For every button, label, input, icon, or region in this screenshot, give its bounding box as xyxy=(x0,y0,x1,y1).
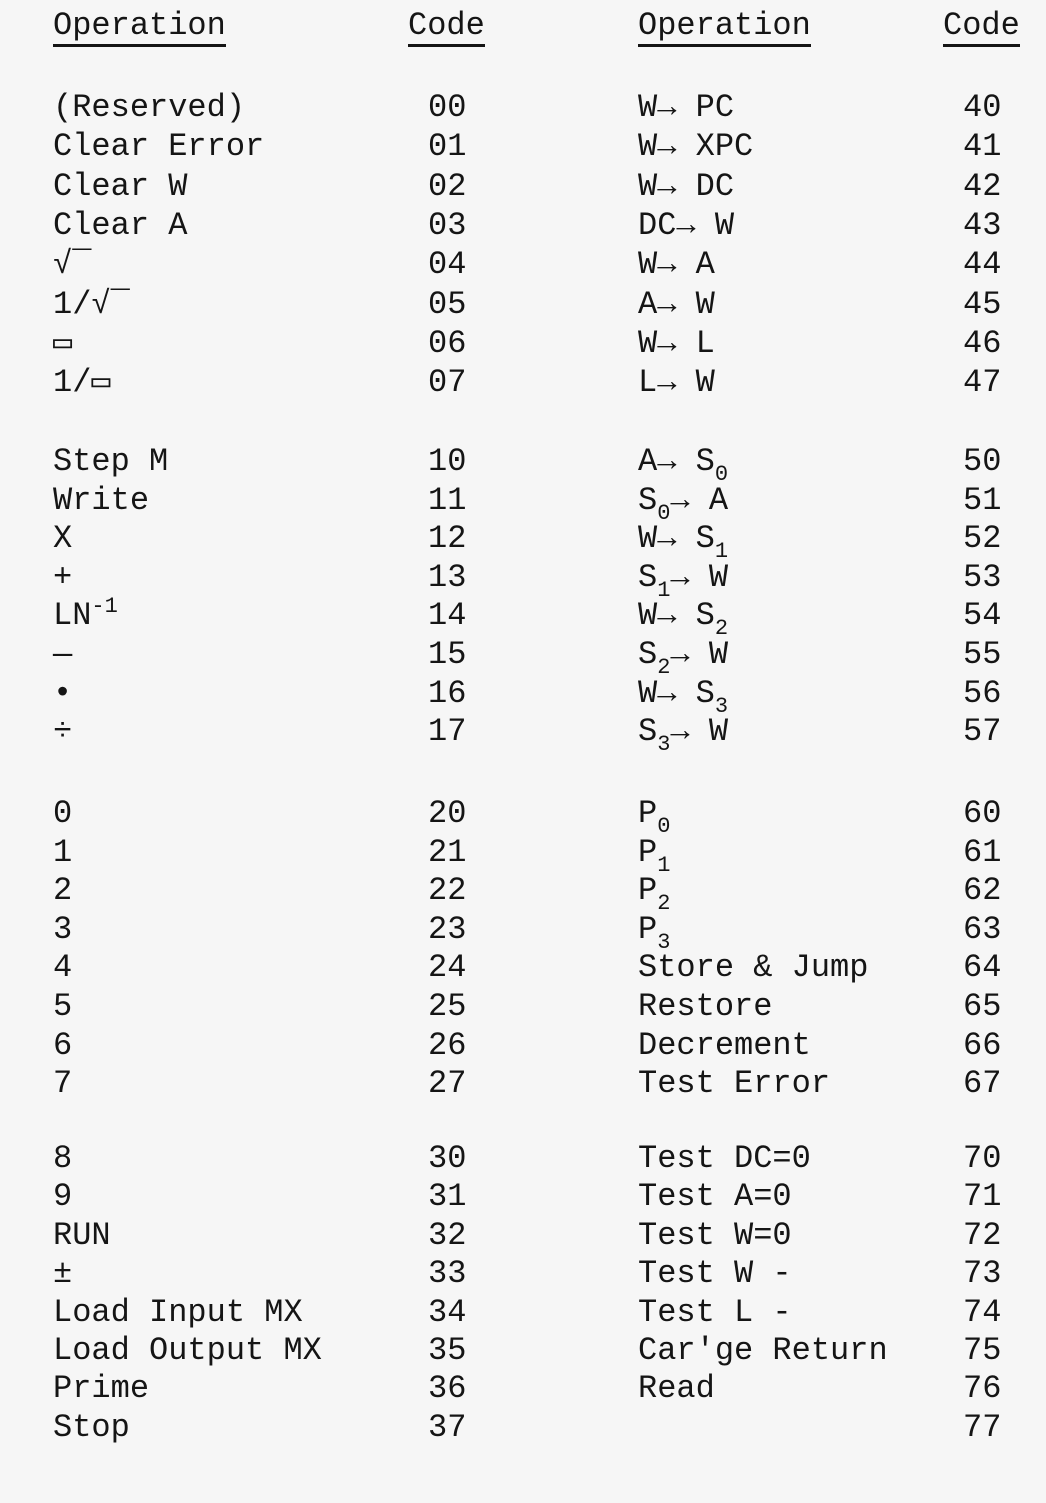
left-operation: • xyxy=(53,675,73,712)
right-operation: $P_1$ xyxy=(638,834,671,878)
right-operation: $W\to S_1$ xyxy=(638,520,729,564)
left-code: 34 xyxy=(428,1294,467,1331)
right-code: 60 xyxy=(963,795,1002,832)
left-code: 37 xyxy=(428,1409,467,1446)
left-code: 27 xyxy=(428,1065,467,1102)
right-operation: Test Error xyxy=(638,1065,831,1102)
left-operation: Stop xyxy=(53,1409,130,1446)
left-code: 16 xyxy=(428,675,467,712)
left-code: 00 xyxy=(428,89,467,126)
left-operation: Clear W xyxy=(53,168,188,205)
left-code: 02 xyxy=(428,168,467,205)
right-code-header: Code xyxy=(943,6,1020,47)
right-code: 53 xyxy=(963,559,1002,596)
left-code: 17 xyxy=(428,713,467,750)
left-operation: Clear A xyxy=(53,207,188,244)
left-operation: Load Input MX xyxy=(53,1294,303,1331)
left-code: 14 xyxy=(428,597,467,634)
right-operation: W→ A xyxy=(638,246,715,283)
left-operation: 2 xyxy=(53,872,73,909)
right-operation: Test W=0 xyxy=(638,1217,792,1254)
right-code: 40 xyxy=(963,89,1002,126)
right-operation: L→ W xyxy=(638,364,715,401)
left-operation: 9 xyxy=(53,1178,73,1215)
right-operation: Test L - xyxy=(638,1294,792,1331)
right-code: 63 xyxy=(963,911,1002,948)
left-operation: ▭ xyxy=(53,325,73,362)
right-operation: W→ L xyxy=(638,325,715,362)
right-code: 75 xyxy=(963,1332,1002,1369)
left-operation: 8 xyxy=(53,1140,73,1177)
left-code: 20 xyxy=(428,795,467,832)
right-code: 65 xyxy=(963,988,1002,1025)
right-operation: $P_0$ xyxy=(638,795,671,839)
right-code: 77 xyxy=(963,1409,1002,1446)
right-code: 67 xyxy=(963,1065,1002,1102)
left-operation: 1 xyxy=(53,834,73,871)
left-code: 35 xyxy=(428,1332,467,1369)
left-code: 31 xyxy=(428,1178,467,1215)
right-operation-header: Operation xyxy=(638,6,811,47)
right-code: 46 xyxy=(963,325,1002,362)
left-code: 07 xyxy=(428,364,467,401)
left-operation: 1/√‾ xyxy=(53,286,130,323)
right-operation: W→ XPC xyxy=(638,128,754,165)
right-operation: W→ PC xyxy=(638,89,735,126)
right-code: 52 xyxy=(963,520,1002,557)
left-operation: $LN^{-1}$ xyxy=(53,594,118,634)
left-code: 32 xyxy=(428,1217,467,1254)
left-operation: 3 xyxy=(53,911,73,948)
right-operation: $S_3\to W$ xyxy=(638,713,729,757)
left-operation: ÷ xyxy=(53,713,73,750)
left-operation: 6 xyxy=(53,1027,73,1064)
right-code: 42 xyxy=(963,168,1002,205)
right-code: 76 xyxy=(963,1370,1002,1407)
left-code: 24 xyxy=(428,949,467,986)
right-code: 66 xyxy=(963,1027,1002,1064)
left-code-header: Code xyxy=(408,6,485,47)
left-operation: 1/▭ xyxy=(53,364,111,401)
left-operation: 0 xyxy=(53,795,73,832)
right-operation: Test A=0 xyxy=(638,1178,792,1215)
left-operation: (Reserved) xyxy=(53,89,246,126)
left-code: 33 xyxy=(428,1255,467,1292)
left-operation: — xyxy=(53,636,73,673)
right-operation: Store & Jump xyxy=(638,949,869,986)
left-code: 15 xyxy=(428,636,467,673)
left-operation: RUN xyxy=(53,1217,111,1254)
left-operation: √‾ xyxy=(53,246,92,283)
right-code: 64 xyxy=(963,949,1002,986)
right-code: 54 xyxy=(963,597,1002,634)
left-code: 10 xyxy=(428,443,467,480)
right-operation: $S_0\to A$ xyxy=(638,482,729,526)
left-code: 23 xyxy=(428,911,467,948)
right-code: 43 xyxy=(963,207,1002,244)
left-operation: Step M xyxy=(53,443,169,480)
right-code: 57 xyxy=(963,713,1002,750)
right-code: 56 xyxy=(963,675,1002,712)
left-code: 12 xyxy=(428,520,467,557)
left-operation: 7 xyxy=(53,1065,73,1102)
right-operation: $W\to S_2$ xyxy=(638,597,729,641)
left-code: 01 xyxy=(428,128,467,165)
right-code: 74 xyxy=(963,1294,1002,1331)
right-operation: $S_1\to W$ xyxy=(638,559,729,603)
right-operation: $A\to S_0$ xyxy=(638,443,729,487)
right-operation: Decrement xyxy=(638,1027,811,1064)
right-code: 72 xyxy=(963,1217,1002,1254)
right-operation: Read xyxy=(638,1370,715,1407)
right-code: 61 xyxy=(963,834,1002,871)
left-code: 36 xyxy=(428,1370,467,1407)
right-code: 73 xyxy=(963,1255,1002,1292)
left-code: 13 xyxy=(428,559,467,596)
right-operation: Test W - xyxy=(638,1255,792,1292)
left-code: 04 xyxy=(428,246,467,283)
right-operation: Test DC=0 xyxy=(638,1140,811,1177)
right-code: 71 xyxy=(963,1178,1002,1215)
left-operation: 4 xyxy=(53,949,73,986)
right-code: 50 xyxy=(963,443,1002,480)
left-code: 22 xyxy=(428,872,467,909)
left-operation-header: Operation xyxy=(53,6,226,47)
right-code: 70 xyxy=(963,1140,1002,1177)
left-code: 06 xyxy=(428,325,467,362)
right-operation: $P_3$ xyxy=(638,911,671,955)
right-code: 45 xyxy=(963,286,1002,323)
left-code: 26 xyxy=(428,1027,467,1064)
left-operation: 5 xyxy=(53,988,73,1025)
left-operation: ± xyxy=(53,1255,73,1292)
left-code: 30 xyxy=(428,1140,467,1177)
right-code: 47 xyxy=(963,364,1002,401)
right-operation: $W\to S_3$ xyxy=(638,675,729,719)
right-code: 41 xyxy=(963,128,1002,165)
left-code: 25 xyxy=(428,988,467,1025)
left-operation: Prime xyxy=(53,1370,150,1407)
right-operation: Restore xyxy=(638,988,773,1025)
left-code: 05 xyxy=(428,286,467,323)
left-operation: Load Output MX xyxy=(53,1332,322,1369)
left-code: 03 xyxy=(428,207,467,244)
left-operation: Write xyxy=(53,482,150,519)
right-operation: W→ DC xyxy=(638,168,735,205)
left-code: 11 xyxy=(428,482,467,519)
left-operation: Clear Error xyxy=(53,128,265,165)
left-operation: + xyxy=(53,559,73,596)
left-operation: X xyxy=(53,520,73,557)
right-code: 55 xyxy=(963,636,1002,673)
right-operation: $S_2\to W$ xyxy=(638,636,729,680)
right-operation: A→ W xyxy=(638,286,715,323)
right-code: 62 xyxy=(963,872,1002,909)
right-code: 44 xyxy=(963,246,1002,283)
right-operation: DC→ W xyxy=(638,207,735,244)
right-operation: $P_2$ xyxy=(638,872,671,916)
right-operation: Car'ge Return xyxy=(638,1332,888,1369)
right-code: 51 xyxy=(963,482,1002,519)
left-code: 21 xyxy=(428,834,467,871)
